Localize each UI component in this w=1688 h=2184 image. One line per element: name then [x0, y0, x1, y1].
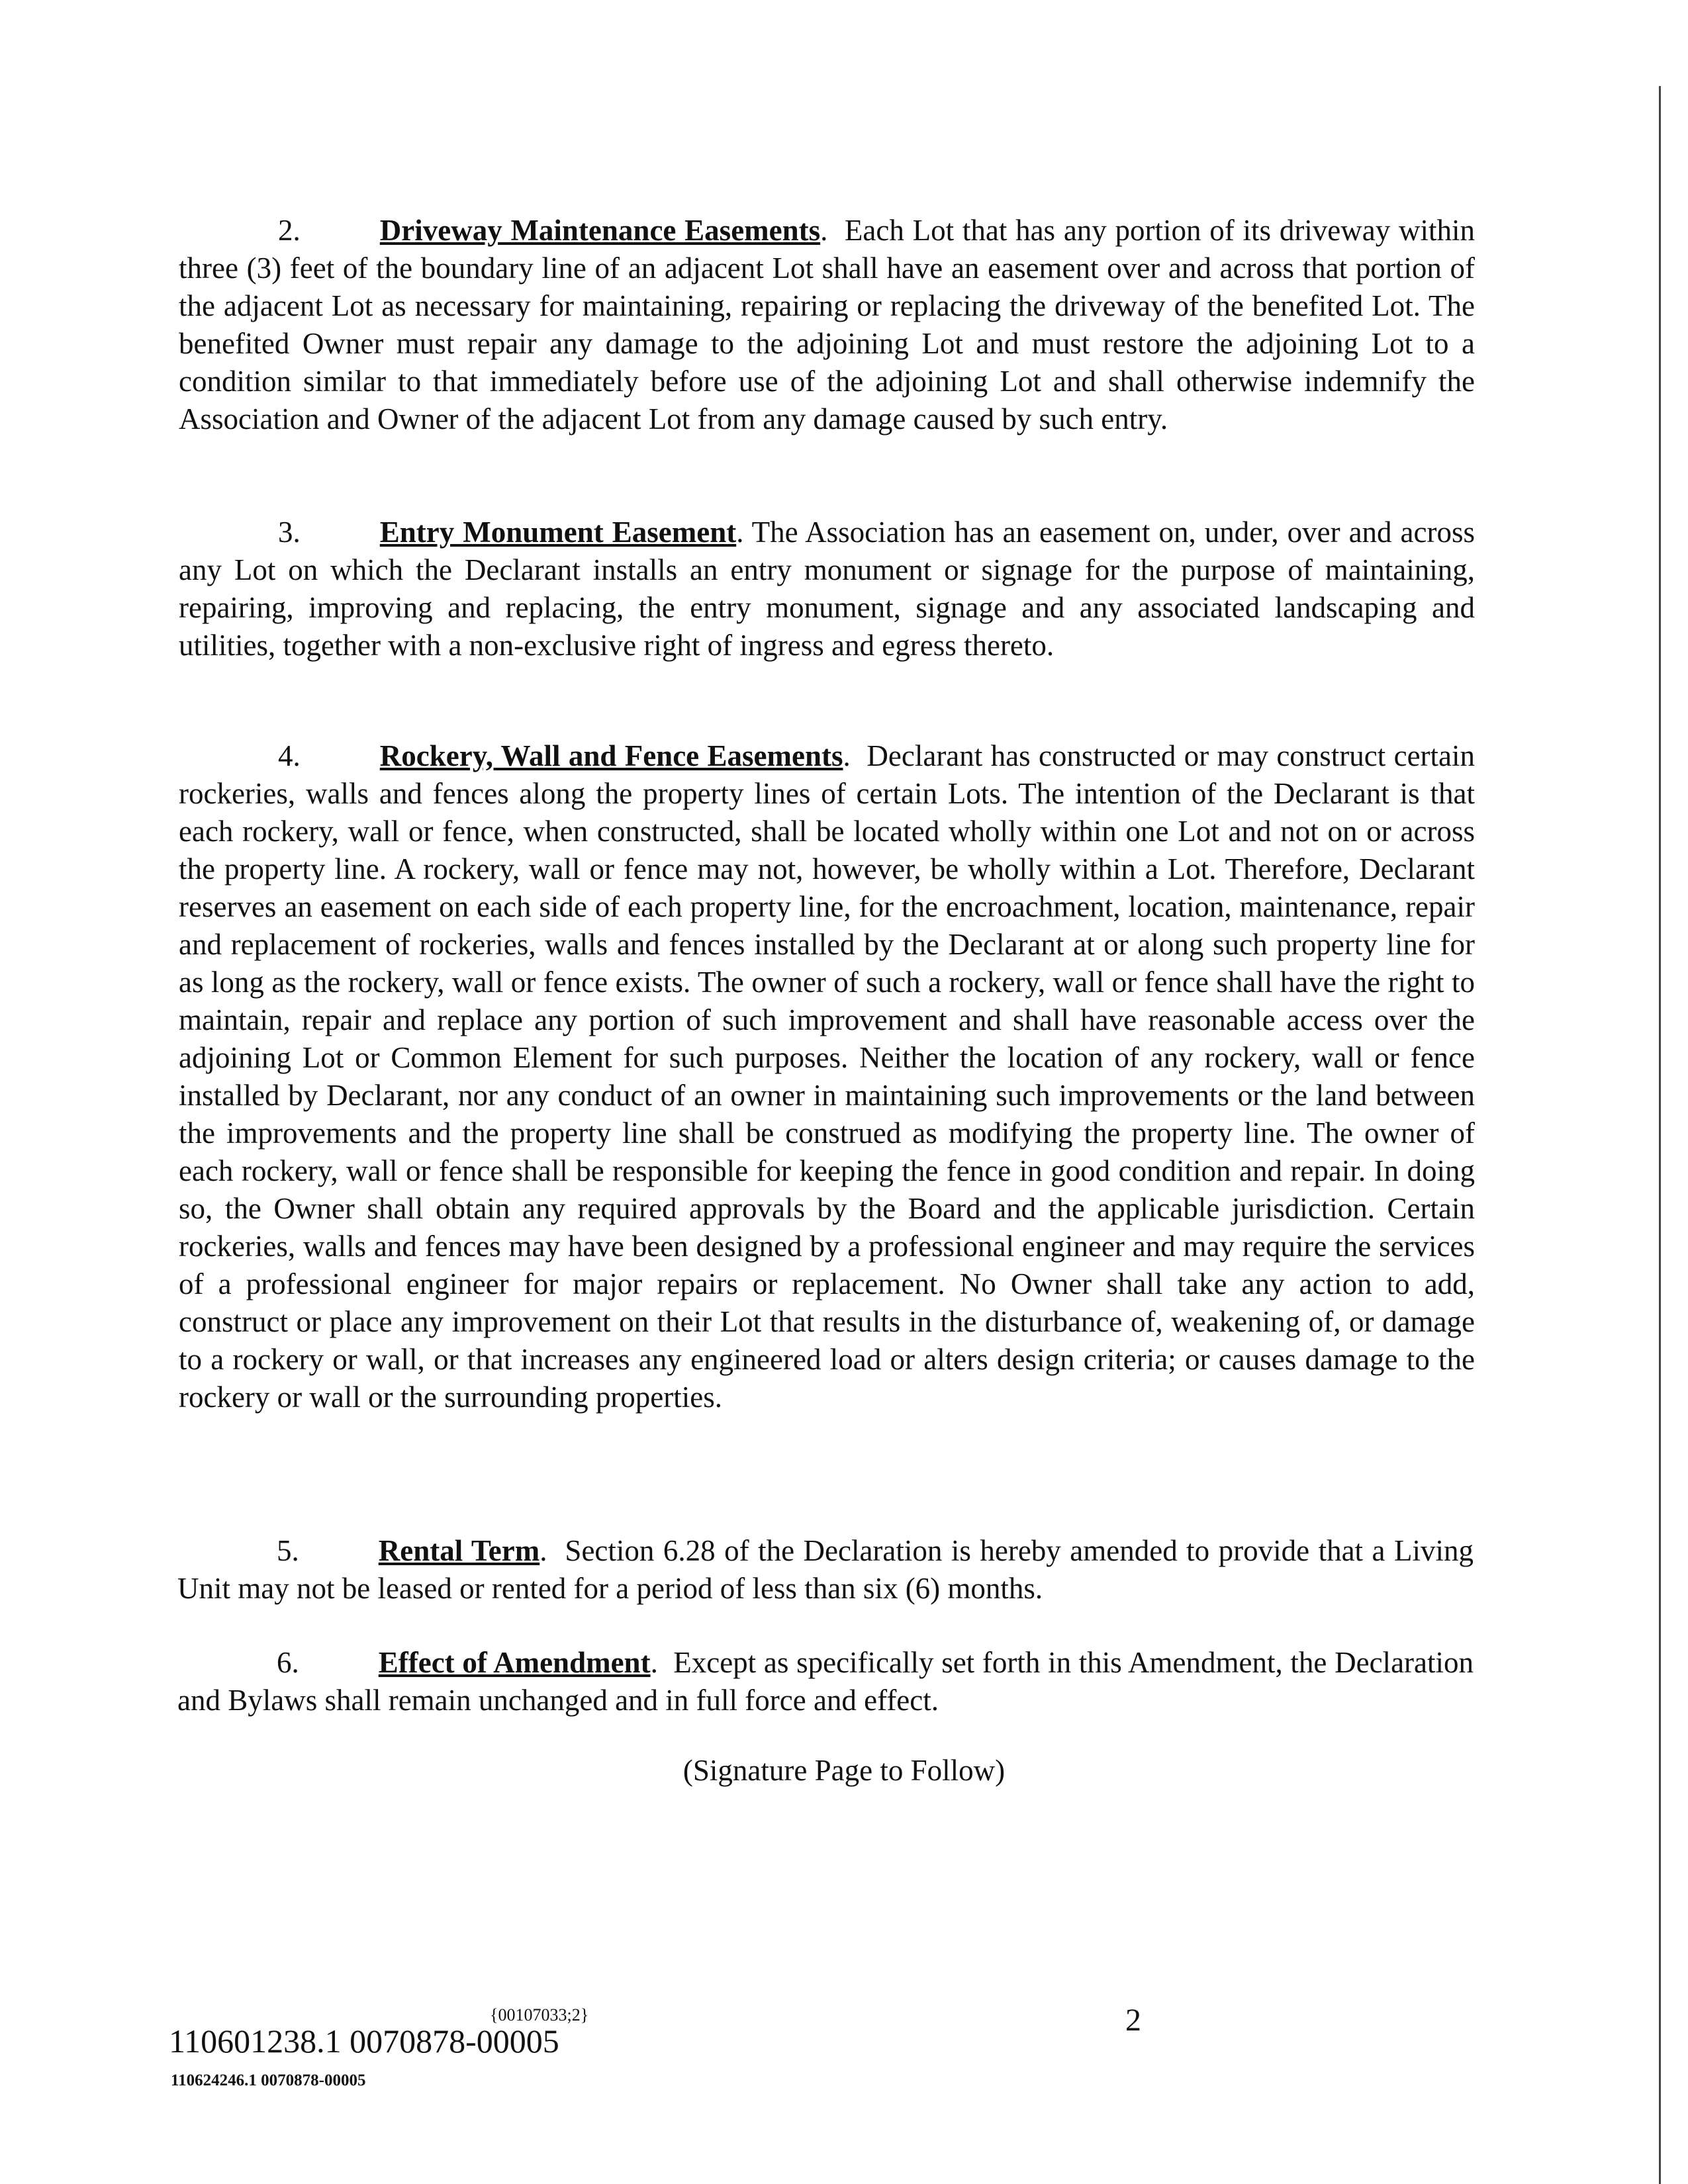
section-heading: Rockery, Wall and Fence Easements — [379, 739, 843, 772]
section-heading: Entry Monument Easement — [379, 516, 737, 549]
section-heading: Effect of Amendment — [378, 1646, 651, 1679]
section-body: Except as specifically set forth in this Amendment, the Declaration and Bylaws shall remain unchanged and in full force and effect. — [177, 1646, 1474, 1717]
section-number: 2. — [278, 214, 301, 247]
scan-edge-line — [1659, 86, 1661, 2184]
page-number: 2 — [1125, 2003, 1141, 2038]
section-body: Declarant has constructed or may construct certain rockeries, walls and fences along the property lines of certain Lots. The intention of the Declarant is that each rockery, wall or fence, when constructed, shall be located wholly within one Lot and not on or across the property line. A rockery, wall or fence may not, however, be wholly within a Lot. Therefore, Declarant reserves an easement on each side of each property line, for the encroachment, location, maintenance, repair and replacement of rockeries, walls and fences installed by the Declarant at or along such property line for as long as the rockery, wall or fence exists. The owner of such a rockery, wall or fence shall have the right to maintain, repair and replace any portion of such improvement and shall have reasonable access over the adjoining Lot or Common Element for such purposes. Neither the location of any rockery, wall or fence installed by Declarant, nor any conduct of an owner in maintaining such improvements or the land between the improvements and the property line shall be construed as modifying the property line. The owner of each rockery, wall or fence shall be responsible for keeping the fence in good condition and repair. In doing so, the Owner shall obtain any required approvals by the Board and the applicable jurisdiction. Certain rockeries, walls and fences may have been designed by a professional engineer and may require the services of a professional engineer for major repairs or replacement. No Owner shall take any action to add, construct or place any improvement on their Lot that results in the disturbance of, weakening of, or damage to a rockery or wall, or that increases any engineered load or alters design criteria; or causes damage to the rockery or wall or the surrounding properties. — [179, 739, 1476, 1414]
footer-document-id-secondary: 110624246.1 0070878-00005 — [171, 2071, 366, 2089]
section-number: 6. — [277, 1646, 299, 1679]
section-number: 4. — [278, 739, 301, 772]
section-5-paragraph: 5. Rental Term. Section 6.28 of the Declaration is hereby amended to provide that a Living Unit may not be leased or rented for a period of less than six (6) months. — [177, 1534, 1474, 1605]
section-body: The Association has an easement on, under, over and across any Lot on which the Declarant installs an entry monument or signage for the purpose of maintaining, repairing, improving and replacing, the entry monument, signage and any associated landscaping and utilities, together with a non-exclusive right of ingress and egress thereto. — [179, 516, 1475, 662]
section-number: 5. — [277, 1534, 299, 1567]
section-heading: Driveway Maintenance Easements — [379, 214, 821, 247]
section-body: Section 6.28 of the Declaration is hereby amended to provide that a Living Unit may not be leased or rented for a period of less than six (6) months. — [177, 1534, 1474, 1605]
section-4-paragraph: 4. Rockery, Wall and Fence Easements. Declarant has constructed or may construct certain rockeries, walls and fences along the property lines of certain Lots. The intention of the Declarant is that each rockery, wall or fence, when constructed, shall be located wholly within one Lot and not on or across the property line. A rockery, wall or fence may not, however, be wholly within a Lot. Therefore, Declarant reserves an easement on each side of each property line, for the encroachment, location, maintenance, repair and replacement of rockeries, walls and fences installed by the Declarant at or along such property line for as long as the rockery, wall or fence exists. The owner of such a rockery, wall or fence shall have the right to maintain, repair and replace any portion of such improvement and shall have reasonable access over the adjoining Lot or Common Element for such purposes. Neither the location of any rockery, wall or fence installed by Declarant, nor any conduct of an owner in maintaining such improvements or the land between the improvements and the property line shall be construed as modifying the property line. The owner of each rockery, wall or fence shall be responsible for keeping the fence in good condition and repair. In doing so, the Owner shall obtain any required approvals by the Board and the applicable jurisdiction. Certain rockeries, walls and fences may have been designed by a professional engineer and may require the services of a professional engineer for major repairs or replacement. No Owner shall take any action to add, construct or place any improvement on their Lot that results in the disturbance of, weakening of, or damage to a rockery or wall, or that increases any engineered load or alters design criteria; or causes damage to the rockery or wall or the surrounding properties. — [179, 739, 1476, 1414]
section-body: Each Lot that has any portion of its driveway within three (3) feet of the boundary line of an adjacent Lot shall have an easement over and across that portion of the adjacent Lot as necessary for maintaining, repairing or replacing the driveway of the benefited Lot. The benefited Owner must repair any damage to the adjoining Lot and must restore the adjoining Lot to a condition similar to that immediately before use of the adjoining Lot and shall otherwise indemnify the Association and Owner of the adjacent Lot from any damage caused by such entry. — [179, 214, 1476, 435]
section-3-paragraph: 3. Entry Monument Easement. The Association has an easement on, under, over and across any Lot on which the Declarant installs an entry monument or signage for the purpose of maintaining, repairing, improving and replacing, the entry monument, signage and any associated landscaping and utilities, together with a non-exclusive right of ingress and egress thereto. — [179, 516, 1475, 662]
section-2-paragraph: 2. Driveway Maintenance Easements. Each Lot that has any portion of its driveway within three (3) feet of the boundary line of an adjacent Lot shall have an easement over and across that portion of the adjacent Lot as necessary for maintaining, repairing or replacing the driveway of the benefited Lot. The benefited Owner must repair any damage to the adjoining Lot and must restore the adjoining Lot to a condition similar to that immediately before use of the adjoining Lot and shall otherwise indemnify the Association and Owner of the adjacent Lot from any damage caused by such entry. — [179, 214, 1476, 435]
footer-document-id: 110601238.1 0070878-00005 — [169, 2023, 559, 2060]
signature-page-note: (Signature Page to Follow) — [682, 1754, 1006, 1787]
section-number: 3. — [278, 516, 301, 549]
footer-reference-code: {00107033;2} — [490, 2005, 589, 2025]
section-heading: Rental Term — [378, 1534, 540, 1567]
section-6-paragraph: 6. Effect of Amendment. Except as specifically set forth in this Amendment, the Declaration and Bylaws shall remain unchanged and in full force and effect. — [177, 1646, 1474, 1717]
